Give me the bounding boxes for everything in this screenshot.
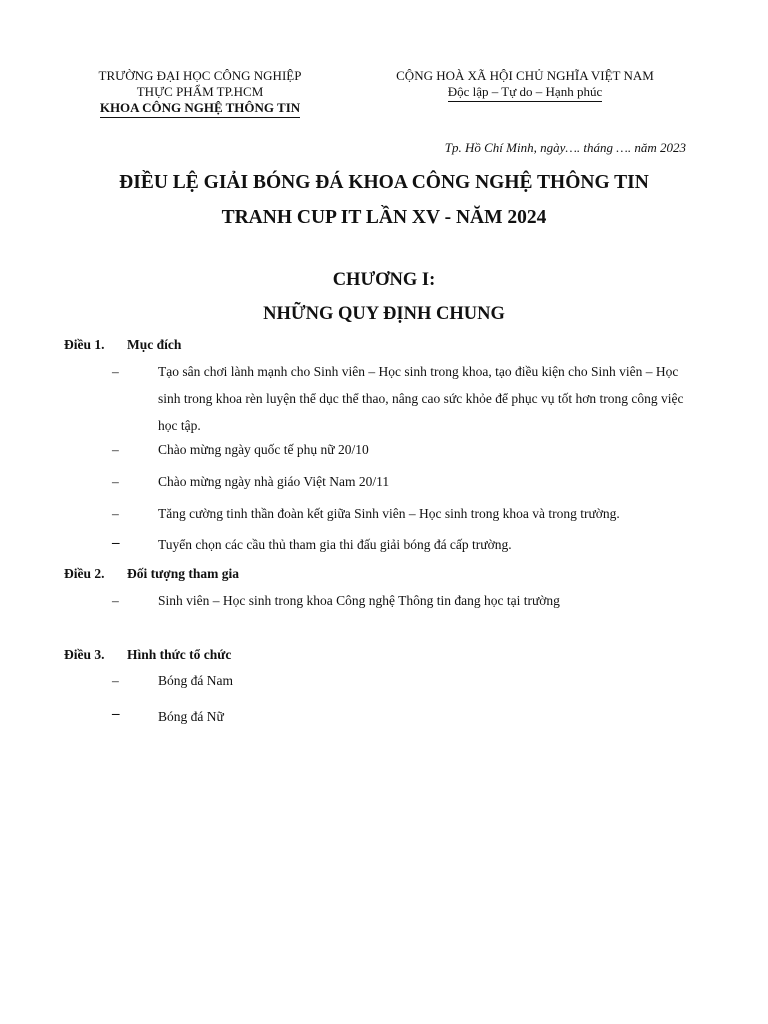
article-number: Điều 3. [64, 647, 105, 662]
national-header [352, 68, 698, 102]
article-title: Mục đích [127, 337, 182, 352]
faculty-name: KHOA CÔNG NGHỆ THÔNG TIN [60, 100, 340, 118]
dash-marker: – [112, 506, 119, 521]
article-1-heading [64, 337, 181, 353]
article-title: Đối tượng tham gia [127, 566, 239, 581]
list-item: Bóng đá Nam [158, 673, 233, 688]
chapter-name: NHỮNG QUY ĐỊNH CHUNG [263, 304, 505, 324]
list-item: Sinh viên – Học sinh trong khoa Công nghệ Thông tin đang học tại trường [158, 593, 560, 608]
dash-marker: – [112, 673, 119, 688]
dash-marker: – [112, 706, 120, 722]
university-city: THỰC PHẨM TP.HCM [136, 84, 264, 99]
dash-marker: – [112, 593, 119, 608]
document-subtitle: TRANH CUP IT LẦN XV - NĂM 2024 [221, 207, 547, 228]
list-item: Chào mừng ngày quốc tế phụ nữ 20/10 [158, 442, 369, 457]
document-date: Tp. Hồ Chí Minh, ngày…. tháng …. năm 2023 [444, 140, 686, 155]
list-item: Bóng đá Nữ [158, 709, 224, 724]
country-name: CỘNG HOÀ XÃ HỘI CHỦ NGHĨA VIỆT NAM [396, 68, 654, 83]
institution-header [60, 68, 340, 118]
article-number: Điều 1. [64, 337, 105, 352]
article-1-paragraph [112, 358, 692, 439]
chapter-number: CHƯƠNG I: [332, 270, 436, 290]
paragraph-text: Tạo sân chơi lành mạnh cho Sinh viên – Học sinh trong khoa, tạo điều kiện cho Sinh viên – Học sinh trong khoa rèn luyện thể dục thể thao, nâng cao sức khỏe để phục vụ tốt hơn trong công việc học tập. [158, 364, 684, 433]
list-item: Tuyển chọn các cầu thủ tham gia thi đấu giải bóng đá cấp trường. [158, 537, 512, 552]
dash-marker: – [112, 364, 119, 379]
dash-marker: – [112, 474, 119, 489]
national-motto: Độc lập – Tự do – Hạnh phúc [352, 84, 698, 102]
university-name: TRƯỜNG ĐẠI HỌC CÔNG NGHIỆP [98, 68, 302, 83]
list-item: Tăng cường tinh thần đoàn kết giữa Sinh viên – Học sinh trong khoa và trong trường. [158, 506, 620, 521]
article-2-heading [64, 566, 239, 582]
article-3-heading [64, 647, 231, 663]
dash-marker: – [112, 442, 119, 457]
article-title: Hình thức tổ chức [127, 647, 232, 662]
list-item: Chào mừng ngày nhà giáo Việt Nam 20/11 [158, 474, 390, 489]
article-number: Điều 2. [64, 566, 105, 581]
dash-marker: – [112, 535, 120, 551]
document-title: ĐIỀU LỆ GIẢI BÓNG ĐÁ KHOA CÔNG NGHỆ THÔNG TIN [119, 172, 649, 193]
